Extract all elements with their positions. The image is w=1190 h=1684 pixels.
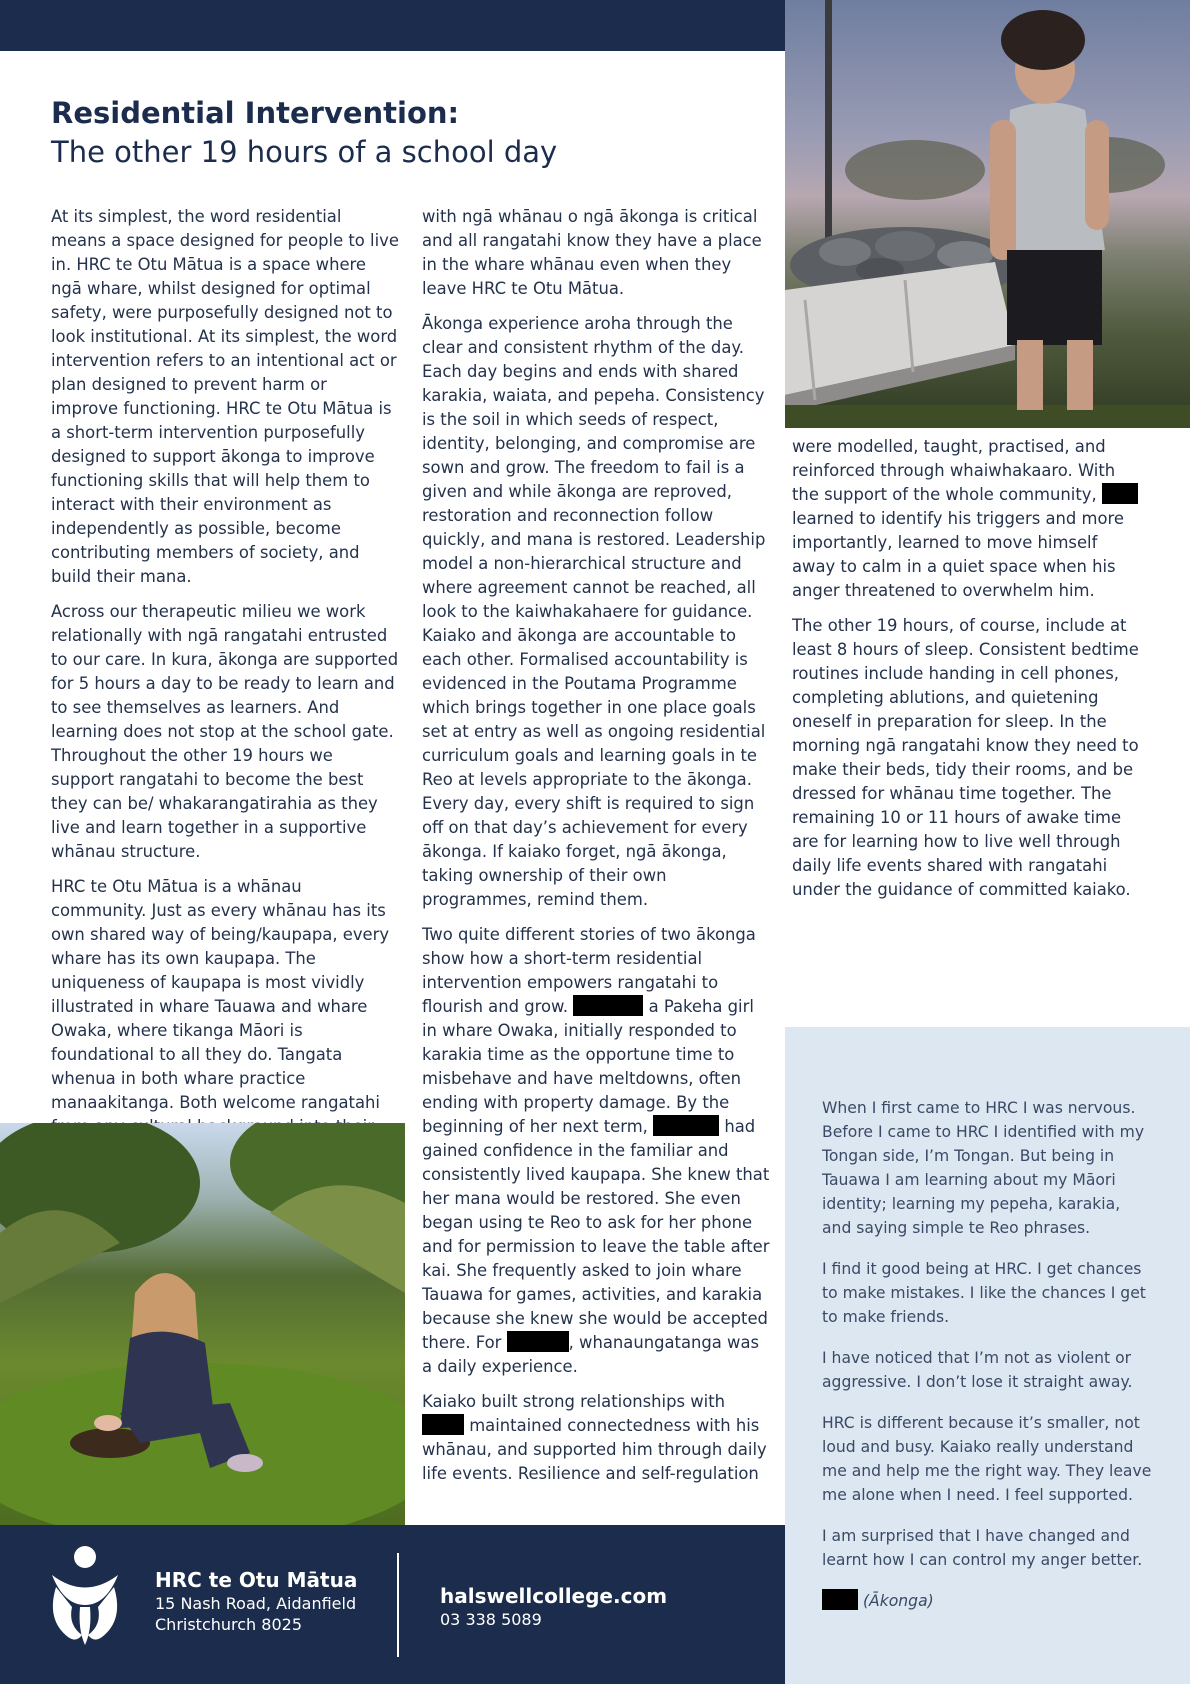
organisation-name: HRC te Otu Mātua: [155, 1568, 358, 1592]
photo-illustration: [785, 0, 1190, 428]
quote-paragraph: HRC is different because it’s smaller, not loud and busy. Kaiako really understand me and help me the right way. They leave me alone when I need. I feel supported.: [822, 1414, 1152, 1504]
paragraph: [422, 923, 770, 1379]
footer-divider: [397, 1553, 399, 1657]
text-segment: , whanaungatanga was a daily experience.: [422, 1333, 760, 1376]
redacted-name: [422, 1414, 464, 1435]
text-segment: a Pakeha girl in whare Owaka, initially responded to karakia time as the opportune time to misbehave and have meltdowns, often ending with property damage. By the beginning of her next term,: [422, 997, 754, 1136]
website-link[interactable]: halswellcollege.com: [440, 1584, 668, 1608]
paragraph: with ngā whānau o ngā ākonga is critical and all rangatahi know they have a place in the whare whānau even when they leave HRC te Otu Mātua.: [422, 207, 762, 298]
attribution-text: (Ākonga): [862, 1592, 934, 1610]
quote-paragraph: I have noticed that I’m not as violent or aggressive. I don’t lose it straight away.: [822, 1349, 1133, 1391]
hrc-logo-icon: [46, 1545, 124, 1649]
address-line: 15 Nash Road, Aidanfield: [155, 1594, 357, 1613]
article-column-1: [51, 205, 399, 1198]
contact-details: [440, 1583, 740, 1631]
text-segment: Kaiako built strong relationships with: [422, 1392, 726, 1411]
quote-attribution: [822, 1589, 1152, 1613]
text-segment: were modelled, taught, practised, and reinforced through whaiwhakaaro. With the support of the whole community,: [792, 437, 1116, 504]
page-title: [51, 94, 751, 172]
quote-paragraph: When I first came to HRC I was nervous. Before I came to HRC I identified with my Tongan side, I’m Tongan. But being in Tauawa I am learning about my Māori identity; learning my pepeha, karakia, and saying simple te Reo phrases.: [822, 1099, 1145, 1237]
redacted-name: [507, 1331, 569, 1352]
title-line-2: The other 19 hours of a school day: [51, 135, 558, 169]
paragraph: Across our therapeutic milieu we work relationally with ngā rangatahi entrusted to our care. In kura, ākonga are supported for 5 hours a day to be ready to learn and to see themselves as learners. And learning does not stop at the school gate. Throughout the other 19 hours we support rangatahi to become the best they can be/ whakarangatirahia as they live and learn together in a supportive whānau structure.: [51, 602, 399, 861]
redacted-name: [573, 995, 643, 1016]
article-column-2: [422, 205, 770, 1497]
text-segment: had gained confidence in the familiar and consistently lived kaupapa. She knew that her mana would be restored. She even began using te Reo to ask for her phone and for permission to leave the table after kai. She frequently asked to join whare Tauawa for games, activities, and karakia because she knew she would be accepted there. For: [422, 1117, 770, 1352]
paragraph: HRC te Otu Mātua is a whānau community. Just as every whānau has its own shared way of being/kaupapa, every whare has its own kaupapa. The uniqueness of kaupapa is most vividly illustrated in whare Tauawa and whare Owaka, where tikanga Māori is foundational to all they do. Tangata whenua in both whare practice manaakitanga. Both welcome rangatahi: [51, 877, 390, 1112]
organisation-details: [155, 1567, 385, 1635]
paragraph: The other 19 hours, of course, include at least 8 hours of sleep. Consistent bedtime routines include handing in cell phones, completing ablutions, and quietening oneself in preparation for sleep. In the morning ngā rangatahi know they need to make their beds, tidy their rooms, and be dressed for whānau time together. The remaining 10 or 11 hours of awake time are for learning how to live well through daily life events shared with rangatahi under the guidance of committed kaiako.: [792, 616, 1139, 899]
text-segment: learned to identify his triggers and more importantly, learned to move himself away to calm in a quiet space when his anger threatened to overwhelm him.: [792, 509, 1124, 600]
quote-paragraph: I am surprised that I have changed and learnt how I can control my anger better.: [822, 1527, 1143, 1569]
title-line-1: Residential Intervention:: [51, 96, 460, 130]
paragraph: [792, 435, 1142, 603]
footer: [0, 1525, 785, 1684]
quote-paragraph: I find it good being at HRC. I get chances to make mistakes. I like the chances I get to make friends.: [822, 1260, 1146, 1326]
redacted-name: [653, 1115, 719, 1136]
student-quote: [822, 1096, 1152, 1630]
article-column-3: [792, 435, 1142, 913]
text-segment: Two quite different stories of two ākonga show how a short-term residential intervention empowers rangatahi to flourish and grow.: [422, 925, 756, 1016]
photo-illustration: [0, 1123, 405, 1525]
photo-girl-crouching-in-garden: [0, 1123, 405, 1525]
top-header-bar: [0, 0, 785, 51]
redacted-name: [1102, 483, 1138, 504]
phone-number: 03 338 5089: [440, 1610, 542, 1629]
address-line: Christchurch 8025: [155, 1615, 302, 1634]
redacted-name: [822, 1589, 858, 1610]
paragraph: [422, 1390, 770, 1486]
text-segment: maintained connectedness with his whānau, and supported him through daily life events. Resilience and self-regulation: [422, 1416, 767, 1483]
paragraph: At its simplest, the word residential means a space designed for people to live in. HRC te Otu Mātua is a space where ngā whare, whilst designed for optimal safety, were purposefully designed not to look institutional. At its simplest, the word intervention refers to an intentional act or plan designed to prevent harm or improve functioning. HRC te Otu Mātua is a short-term intervention purposefully designed to support ākonga to improve functioning skills that will help them to interact with their environment as independently as possible, become contributing members of society, and build their mana.: [51, 207, 399, 586]
photo-teen-boy-with-trailer-of-rocks: [785, 0, 1190, 428]
paragraph: Ākonga experience aroha through the clear and consistent rhythm of the day. Each day begins and ends with shared karakia, waiata, and pepeha. Consistency is the soil in which seeds of respect, identity, belonging, and compromise are sown and grow. The freedom to fail is a given and while ākonga are reproved, restoration and reconnection follow quickly, and mana is restored. Leadership model a non-hierarchical structure and where agreement cannot be reached, all look to the kaiwhakahaere for guidance. Kaiako and ākonga are accountable to each other. Formalised accountability is evidenced in the Poutama Programme which brings together in one place goals set at entry as well as ongoing residential curriculum goals and learning goals in te Reo at levels appropriate to the ākonga. Every day, every shift is required to sign off on that day’s achievement for every ākonga. If kaiako forget, ngā ākonga, taking ownership of their own programmes, remind them.: [422, 314, 766, 909]
